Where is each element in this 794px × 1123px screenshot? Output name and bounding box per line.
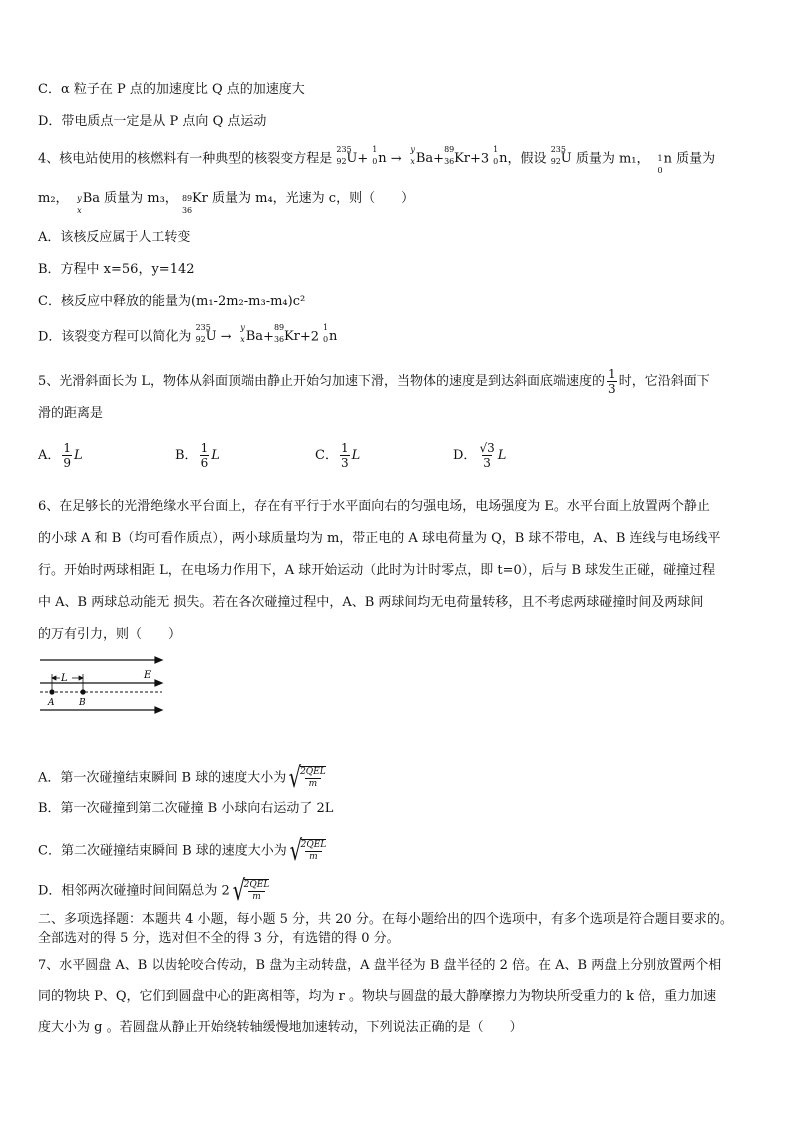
electric-field-figure xyxy=(36,652,166,716)
nuclide-u235-b: 235 92 U xyxy=(550,145,572,166)
q4-d-text: D．该裂变方程可以简化为 xyxy=(38,329,192,345)
q6-option-b: B．第一次碰撞到第二次碰撞 B 小球向右运动了 2L xyxy=(38,801,334,816)
nuclide-neutron: 1 0 n xyxy=(372,145,387,166)
section2-header-line2: 全部选对的得 5 分，选对但不全的得 3 分，有选错的得 0 分。 xyxy=(38,931,400,946)
radical-2qel-m: √ 2QEL m xyxy=(289,834,327,867)
q5-tail: 时，它沿斜面下 xyxy=(618,374,710,389)
q5-option-c: C． $\frac{1}{3}$ L xyxy=(315,441,361,470)
nuclide-kr-c: 89 36 Kr xyxy=(273,323,300,344)
distance-arrow-right xyxy=(79,676,83,680)
q4-intro: 4、核电站使用的核燃料有一种典型的核裂变方程是 xyxy=(38,151,333,167)
q4-l2a: m₂， xyxy=(38,191,69,206)
q5-intro: 5、光滑斜面长为 L，物体从斜面顶端由静止开始匀加速下滑，当物体的速度是到达斜面底端速度的 xyxy=(38,374,606,389)
q5-stem-line2: 滑的距离是 xyxy=(38,406,104,421)
q7-stem-line1: 7、水平圆盘 A、B 以齿轮咬合传动，B 盘为主动转盘，A 盘半径为 B 盘半径的 2 倍。在 A、B 两盘上分别放置两个相 xyxy=(38,958,722,973)
q4-stem-line2: m₂， y x Ba 质量为 m₃， 89 36 Kr 质量为 m₄，光速为 c，则（ ） xyxy=(38,191,415,215)
q4-stem-line1: 4、核电站使用的核燃料有一种典型的核裂变方程是 235 92 U+ 1 0 n → y x Ba+ 89 36 Kr+3 1 0 n，假设 235 92 U 质量为 m₁， 1 0 n 质量为 xyxy=(38,145,716,175)
q7-stem-line3: 度大小为 g 。若圆盘从静止开始绕转轴缓慢地加速转动，下列说法正确的是（ ） xyxy=(38,1020,523,1035)
field-arrow-top xyxy=(155,657,162,663)
q3-option-d: D．带电质点一定是从 P 点向 Q 点运动 xyxy=(38,114,267,129)
q4-option-d: D．该裂变方程可以简化为 235 92 U → y x Ba+ 89 36 Kr+2 1 0 n xyxy=(38,323,338,345)
q6-stem-line4: 中 A、B 两球总动能无 损失。若在各次碰撞过程中，A、B 两球间均无电荷量转移，且不考虑两球碰撞时间及两球间 xyxy=(38,595,704,610)
q4-m1: 质量为 m₁， xyxy=(575,151,650,167)
q6-stem-line2: 的小球 A 和 B（均可看作质点），两小球质量均为 m，带正电的 A 球电荷量为 Q，B 球不带电，A、B 连线与电场线平 xyxy=(38,531,721,546)
q6-stem-line1: 6、在足够长的光滑绝缘水平台面上，存在有平行于水平面向右的匀强电场，电场强度为 E。水平台面上放置两个静止 xyxy=(38,499,710,514)
radical-2qel-m: √ 2QEL m xyxy=(288,761,326,794)
q4-option-c: C．核反应中释放的能量为(m₁-2m₂-m₃-m₄)c² xyxy=(38,294,306,309)
q5-option-d: D． $\frac{√3}{3}$ L xyxy=(453,441,507,470)
q4-m2: n 质量为 xyxy=(663,151,716,167)
nuclide-neutron-3: 1 0 n xyxy=(493,145,508,166)
nuclide-ba: y x Ba xyxy=(410,145,434,166)
q5-option-b: B． $\frac{1}{6}$ L xyxy=(175,441,220,470)
field-label: E xyxy=(144,670,152,681)
q4-mid: ，假设 xyxy=(507,151,547,167)
nuclide-kr: 89 36 Kr xyxy=(444,145,470,166)
nuclide-neutron-c: 1 0 n xyxy=(322,323,338,344)
ball-b-label: B xyxy=(79,698,86,708)
q6-option-d: D．相邻两次碰撞时间间隔总为 2 √ 2QEL m xyxy=(38,874,270,907)
q4-option-b: B．方程中 x=56，y=142 xyxy=(38,262,195,277)
distance-label: L xyxy=(61,673,68,684)
q4-m4: Kr 质量为 m₄，光速为 c，则（ ） xyxy=(191,191,415,206)
section2-header-line1: 二、多项选择题：本题共 4 小题，每小题 5 分，共 20 分。在每小题给出的四个选项中，有多个选项是符合题目要求的。 xyxy=(38,912,733,927)
ball-b xyxy=(80,689,85,694)
distance-arrow-left xyxy=(52,676,56,680)
q4-m3: Ba 质量为 m₃， xyxy=(82,191,178,206)
q3-option-c: C．α 粒子在 P 点的加速度比 Q 点的加速度大 xyxy=(38,82,305,97)
field-arrow-middle xyxy=(155,680,162,686)
q5-fraction: $\frac{1}{3}$ xyxy=(608,367,616,396)
q7-stem-line2: 同的物块 P、Q，它们到圆盘中心的距离相等，均为 r 。物块与圆盘的最大静摩擦力为物块所受重力的 k 倍，重力加速 xyxy=(38,989,717,1004)
q6-option-c: C．第二次碰撞结束瞬间 B 球的速度大小为 √ 2QEL m xyxy=(38,834,327,867)
q4-option-a: A．该核反应属于人工转变 xyxy=(38,230,191,245)
nuclide-ba-c: y x Ba xyxy=(240,323,264,344)
q6-option-a: A．第一次碰撞结束瞬间 B 球的速度大小为 √ 2QEL m xyxy=(38,761,326,794)
q6-stem-line3: 行。开始时两球相距 L，在电场力作用下，A 球开始运动（此时为计时零点，即 t=0），后与 B 球发生正碰，碰撞过程 xyxy=(38,563,716,578)
ball-a-label: A xyxy=(48,698,55,708)
radical-2qel-m: √ 2QEL m xyxy=(232,874,270,907)
q5-option-a: A． $\frac{1}{9}$ L xyxy=(38,441,83,470)
ball-a xyxy=(49,689,54,694)
nuclide-u235-c: 235 92 U xyxy=(195,323,217,344)
q6-stem-line5: 的万有引力，则（ ） xyxy=(38,627,182,642)
q5-stem-line1 xyxy=(38,367,710,396)
nuclide-u235: 235 92 U xyxy=(336,145,358,166)
field-arrow-bottom xyxy=(155,707,162,713)
